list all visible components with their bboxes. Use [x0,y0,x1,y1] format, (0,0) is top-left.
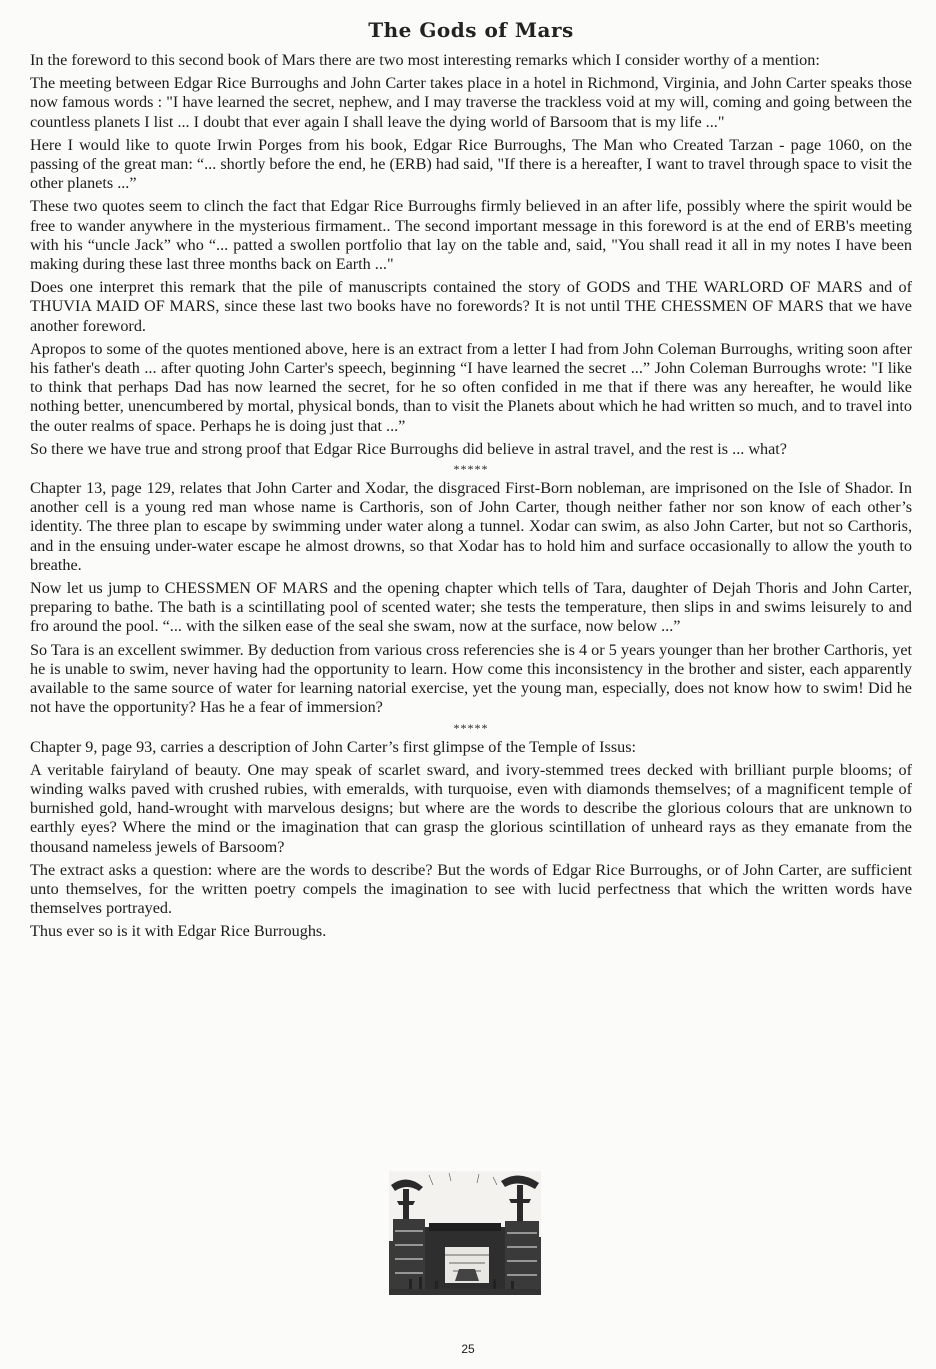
paragraph: So Tara is an excellent swimmer. By deduction from various cross referencies she is 4 or 5 years younger than her brother Carthoris, yet he is unable to swim, never having had the opportunity to learn. How come this inconsistency in the brother and sister, each apparently available to the same source of water for learning natorial exercise, yet the young man, especially, does not know how to swim! Did he not have the opportunity? Has he a fear of immersion? [30,640,912,717]
page-number: 25 [461,1342,475,1356]
paragraph: Here I would like to quote Irwin Porges from his book, Edgar Rice Burroughs, The Man who Created Tarzan - page 1060, on the passing of the great man: “... shortly before the end, he (ERB) had said, "If there is a hereafter, I want to travel through space to visit the other planets ...” [30,135,912,193]
paragraph: The extract asks a question: where are the words to describe? But the words of Edgar Rice Burroughs, or of John Carter, are sufficient unto themselves, for the written poetry compels the imagination to see with lucid perfectness that which the written words have themselves portrayed. [30,860,912,918]
page-title: The Gods of Mars [368,18,574,42]
paragraph: In the foreword to this second book of Mars there are two most interesting remarks which I consider worthy of a mention: [30,51,820,69]
article [30,18,912,946]
paragraph: These two quotes seem to clinch the fact that Edgar Rice Burroughs firmly believed in an after life, possibly where the spirit would be free to wander anywhere in the mysterious firmament.. The second important message in this foreword is at the end of ERB's meeting with his “uncle Jack” who “... patted a swollen portfolio that lay on the table and, said, "You shall read it all in my notes I have been making during these last three months back on Earth ..." [30,197,912,274]
paragraph: Thus ever so is it with Edgar Rice Burroughs. [30,922,327,941]
paragraph: Now let us jump to CHESSMEN OF MARS and the opening chapter which tells of Tara, daughter of Dejah Thoris and John Carter, preparing to bathe. The bath is a scintillating pool of scented water; she tests the temperature, then slips in and swims leisurely to and fro around the pool. “... with the silken ease of the seal she swam, now at the surface, now below ...” [30,579,912,636]
paragraph: Chapter 9, page 93, carries a description of John Carter’s first glimpse of the Temple of Issus: [30,737,637,756]
paragraph: So there we have true and strong proof that Edgar Rice Burroughs did believe in astral travel, and the rest is ... what? [30,439,787,458]
section-separator: ***** [453,462,489,477]
paragraph: Apropos to some of the quotes mentioned above, here is an extract from a letter I had from John Coleman Burroughs, writing soon after his father's death ... after quoting John Carter's speech, beginning “I have learned the secret ...” John Coleman Burroughs wrote: "I like to think that perhaps Dad has now learned the secret, for he so often confided in me that if there was any hereafter, he would like nothing better, unencumbered by mortal, physical bonds, than to visit the Planets about which he had written so much, and to travel into the outer realms of space. Perhaps he is doing just that ...” [30,339,912,435]
paragraph: The meeting between Edgar Rice Burroughs and John Carter takes place in a hotel in Richmond, Virginia, and John Carter speaks those now famous words : "I have learned the secret, nephew, and I may traverse the trackless void at my will, coming and going between the countless planets I list ... I doubt that ever again I shall leave the dying world of Barsoom that is my life ..." [30,74,912,131]
paragraph: Chapter 13, page 129, relates that John Carter and Xodar, the disgraced First-Born nobleman, are imprisoned on the Isle of Shador. In another cell is a young red man whose name is Carthoris, son of John Carter, though neither father nor son know of each other’s identity. The three plan to escape by swimming under water along a tunnel. Xodar can swim, as also John Carter, but not so Carthoris, and in the ensuing under-water escape he almost drowns, so that Xodar has to hold him and surface occasionally to allow the youth to breathe. [30,479,912,574]
woodcut-illustration [389,1171,541,1295]
section-separator: ***** [453,720,489,735]
paragraph: A veritable fairyland of beauty. One may speak of scarlet sward, and ivory-stemmed trees decked with brilliant purple blooms; of winding walks paved with crushed rubies, with emeralds, with turquoise, even with diamonds themselves; of a magnificent temple of burnished gold, hand-wrought with marvelous designs; but where are the words to describe the glorious colours that are unknown to earthly eyes? Where the mind or the imagination that can grasp the glorious scintillation of unheard rays as they emanate from the thousand nameless jewels of Barsoom? [30,760,912,856]
paragraph: Does one interpret this remark that the pile of manuscripts contained the story of GODS and THE WARLORD OF MARS and of THUVIA MAID OF MARS, since these last two books have no forewords? It is not until THE CHESSMEN OF MARS that we have another foreword. [30,278,912,335]
